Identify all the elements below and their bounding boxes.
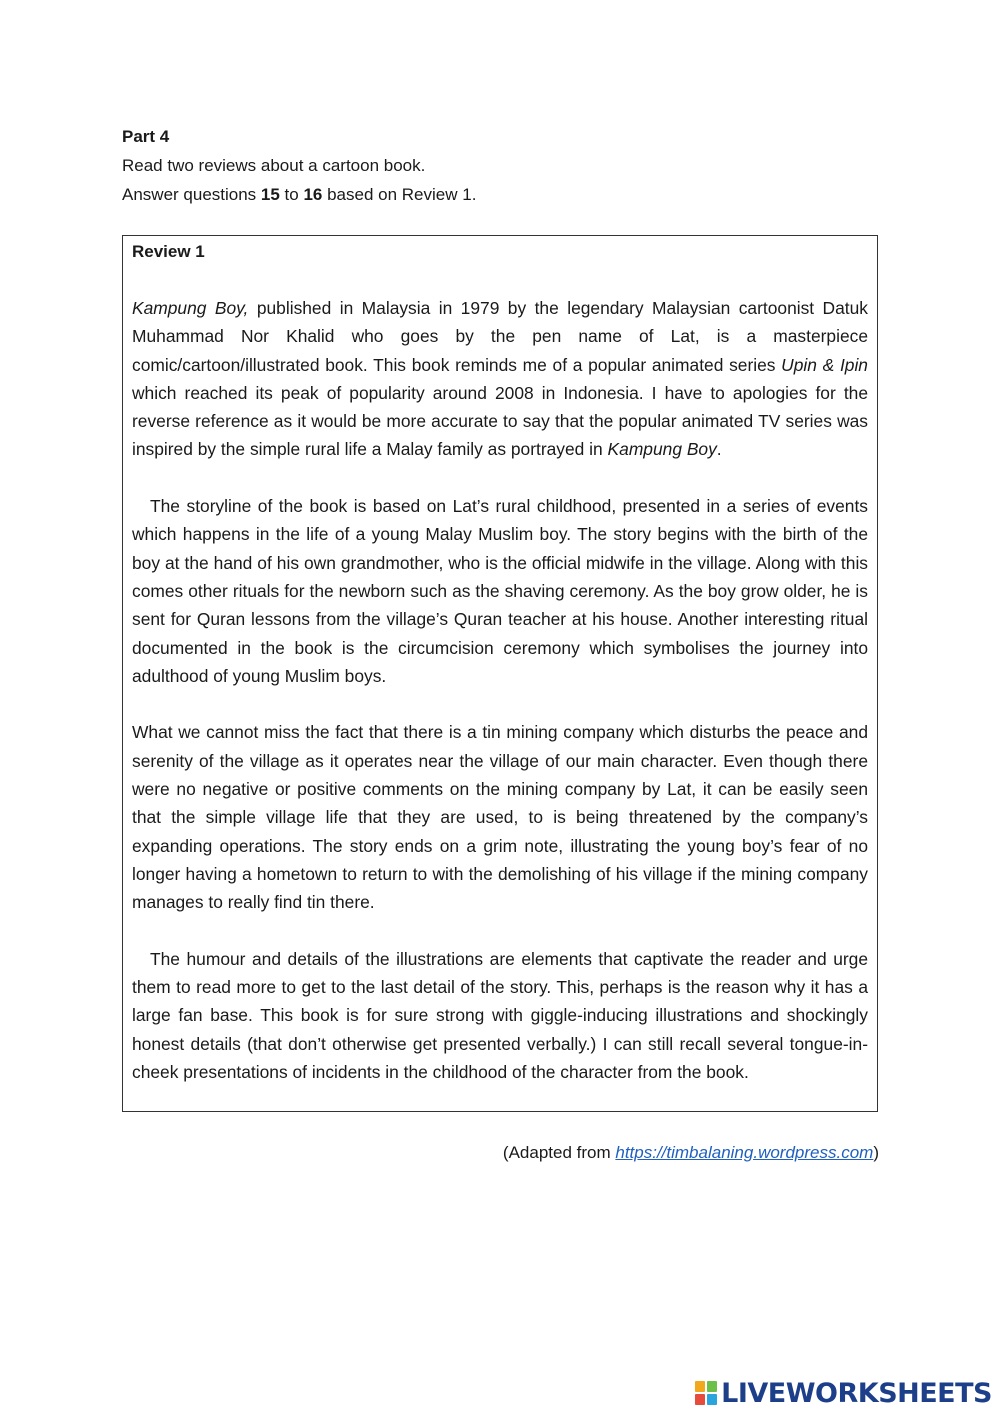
source-citation xyxy=(503,1140,879,1166)
series-title-italic: Upin & Ipin xyxy=(781,354,868,375)
source-prefix: (Adapted from xyxy=(502,1143,616,1162)
review-paragraph-3: What we cannot miss the fact that there is a tin mining company which disturbs the peace and serenity of the village as it operates near the village of our main character. Even though there were no negative or positive comments on the mining company by Lat, it can be easily seen that the simple village life that they are used, to is being threatened by the company’s expanding operations. The story ends on a grim note, illustrating the young boy’s fear of no longer having a hometown to return to with the demolishing of his village if the mining company manages to really find tin there. xyxy=(132,722,868,913)
review-paragraph-1 xyxy=(132,294,868,464)
source-suffix: ) xyxy=(873,1143,879,1162)
p1-text-b: which reached its peak of popularity around 2008 in Indonesia. I have to apologies for the reverse reference as it would be more accurate to say that the popular animated TV series was inspired by the simple rural life a Malay family as portrayed in xyxy=(132,382,868,460)
instructions-block xyxy=(122,122,882,209)
question-from: 15 xyxy=(260,185,280,204)
part-heading xyxy=(122,122,882,151)
p1-text-c: . xyxy=(716,439,722,460)
p1-text-a: published in Malaysia in 1979 by the legendary Malaysian cartoonist Datuk Muhammad Nor Khalid who goes by the pen name of Lat, is a masterpiece comic/cartoon/illustrated book. This book reminds me of a popular animated series xyxy=(132,298,868,375)
instruction-line: Read two reviews about a cartoon book. xyxy=(122,156,426,175)
review-box xyxy=(122,235,878,1112)
logo-text: LIVEWORKSHEETS xyxy=(721,1377,992,1409)
answer-prefix: Answer questions xyxy=(122,185,261,204)
answer-instruction xyxy=(122,180,882,209)
review-paragraph-2: The storyline of the book is based on Lat’s rural childhood, presented in a series of events which happens in the life of a young Malay Muslim boy. The story begins with the birth of the boy at the hand of his own grandmother, who is the official midwife in the village. Along with this comes other rituals for the newborn such as the shaving ceremony. As the boy grow older, he is sent for Quran lessons from the village’s Quran teacher at his house. Another interesting ritual documented in the book is the circumcision ceremony which symbolises the journey into adulthood of young Muslim boys. xyxy=(132,496,868,686)
answer-suffix: based on Review 1. xyxy=(322,185,477,204)
review-title: Review 1 xyxy=(132,242,205,261)
book-title-italic: Kampung Boy, xyxy=(132,298,249,318)
source-link[interactable]: https://timbalaning.wordpress.com xyxy=(615,1143,874,1162)
question-to: 16 xyxy=(303,185,323,204)
liveworksheets-logo[interactable] xyxy=(695,1378,992,1408)
review-paragraph-4: The humour and details of the illustrations are elements that captivate the reader and urge them to read more to get to the last detail of the story. This, perhaps is the reason why it has a large fan base. This book is for sure strong with giggle-inducing illustrations and shockingly honest details (that don’t otherwise get presented verbally.) I can still recall several tongue-in-cheek presentations of incidents in the childhood of the character from the book. xyxy=(132,948,868,1083)
liveworksheets-logo-icon xyxy=(695,1381,717,1405)
book-title-italic-2: Kampung Boy xyxy=(607,439,717,460)
to-word: to xyxy=(279,185,304,204)
part-label: Part 4 xyxy=(122,127,170,146)
